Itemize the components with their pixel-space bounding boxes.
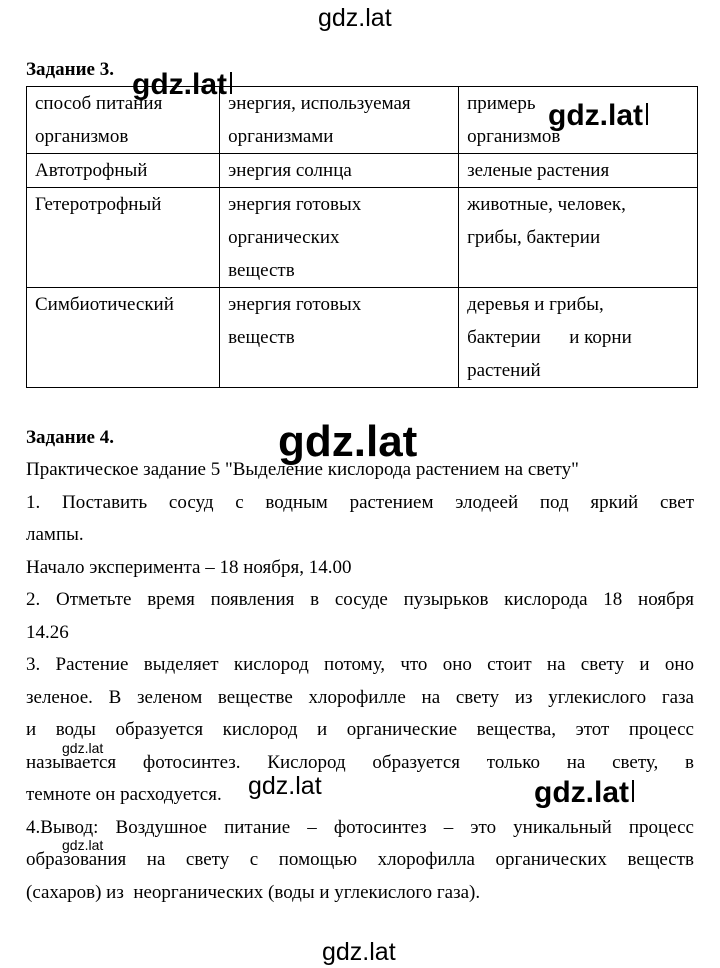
cell-line: организмами	[228, 126, 334, 147]
step2-line: 2. Отметьте время появления в сосуде пузырьков кислорода 18 ноября	[26, 589, 694, 610]
cell-line: растений	[467, 360, 541, 381]
cell-line: способ питания	[35, 93, 163, 114]
table-row	[27, 288, 698, 388]
cell-line: энергия, используемая	[228, 93, 411, 114]
step3-line: 3. Растение выделяет кислород потому, что оно стоит на свету и оно	[26, 654, 694, 675]
task4-body	[26, 454, 694, 909]
table-cell	[459, 154, 698, 188]
watermark-bold: gdz.lat	[132, 70, 232, 100]
table-cell	[459, 188, 698, 288]
step4-line: 4.Вывод: Воздушное питание – фотосинтез – это уникальный процесс	[26, 816, 694, 838]
cell-line: примерь	[467, 93, 536, 114]
step4-line: образования на свету с помощью хлорофилла органических веществ	[26, 849, 694, 870]
watermark-small: gdz.lat	[62, 740, 104, 756]
cell-line: органических	[228, 227, 340, 248]
cell-line: бактерии и корни	[467, 327, 632, 348]
cell-line: Гетеротрофный	[35, 194, 162, 215]
cell-line: грибы, бактерии	[467, 227, 601, 248]
task3-heading: Задание 3.	[26, 59, 114, 80]
cell-line: животные, человек,	[467, 194, 626, 215]
watermark-medium: gdz.lat	[248, 772, 322, 800]
watermark-large: gdz.lat	[278, 417, 418, 466]
cell-line: энергия солнца	[228, 160, 352, 181]
cell-line: веществ	[228, 327, 295, 348]
cell-line: зеленые растения	[467, 160, 610, 181]
table-cell	[27, 154, 220, 188]
watermark-top: gdz.lat	[318, 4, 392, 32]
step3-line: называется фотосинтез. Кислород образуется только на свету, в	[26, 751, 694, 773]
step2-line: 14.26	[26, 621, 69, 643]
watermark-bottom: gdz.lat	[322, 938, 396, 966]
table-row	[27, 188, 698, 288]
table-cell	[220, 288, 459, 388]
watermark-small: gdz.lat	[62, 837, 104, 853]
task4-title-line: Практическое задание 5 "Выделение кислорода растением на свету"	[26, 459, 579, 480]
cell-line: энергия готовых	[228, 294, 362, 315]
step1-line: 1. Поставить сосуд с водным растением элодеей под яркий свет	[26, 491, 694, 513]
table-cell	[220, 188, 459, 288]
table-row	[27, 154, 698, 188]
watermark-bold: gdz.lat	[534, 778, 634, 808]
cell-line: Автотрофный	[35, 160, 148, 181]
cell-line: деревья и грибы,	[467, 294, 604, 315]
table-cell	[27, 288, 220, 388]
task4-heading: Задание 4.	[26, 427, 114, 448]
step3-line: зеленое. В зеленом веществе хлорофилле на свету из углекислого газа	[26, 686, 694, 708]
cell-line: организмов	[35, 126, 129, 147]
cell-line: Симбиотический	[35, 294, 174, 315]
table-cell	[220, 154, 459, 188]
table-cell	[459, 288, 698, 388]
table-cell	[220, 87, 459, 154]
step3-line: темноте он расходуется.	[26, 784, 222, 805]
step3-line: и воды образуется кислород и органические вещества, этот процесс	[26, 719, 694, 740]
step1-line: лампы.	[26, 524, 84, 545]
cell-line: энергия готовых	[228, 194, 362, 215]
cell-line: веществ	[228, 260, 295, 281]
watermark-bold: gdz.lat	[548, 101, 648, 131]
cell-line: организмов	[467, 126, 561, 147]
step4-line: (сахаров) из неорганических (воды и углекислого газа).	[26, 881, 481, 903]
table-cell	[27, 188, 220, 288]
experiment-start: Начало эксперимента – 18 ноября, 14.00	[26, 556, 352, 578]
